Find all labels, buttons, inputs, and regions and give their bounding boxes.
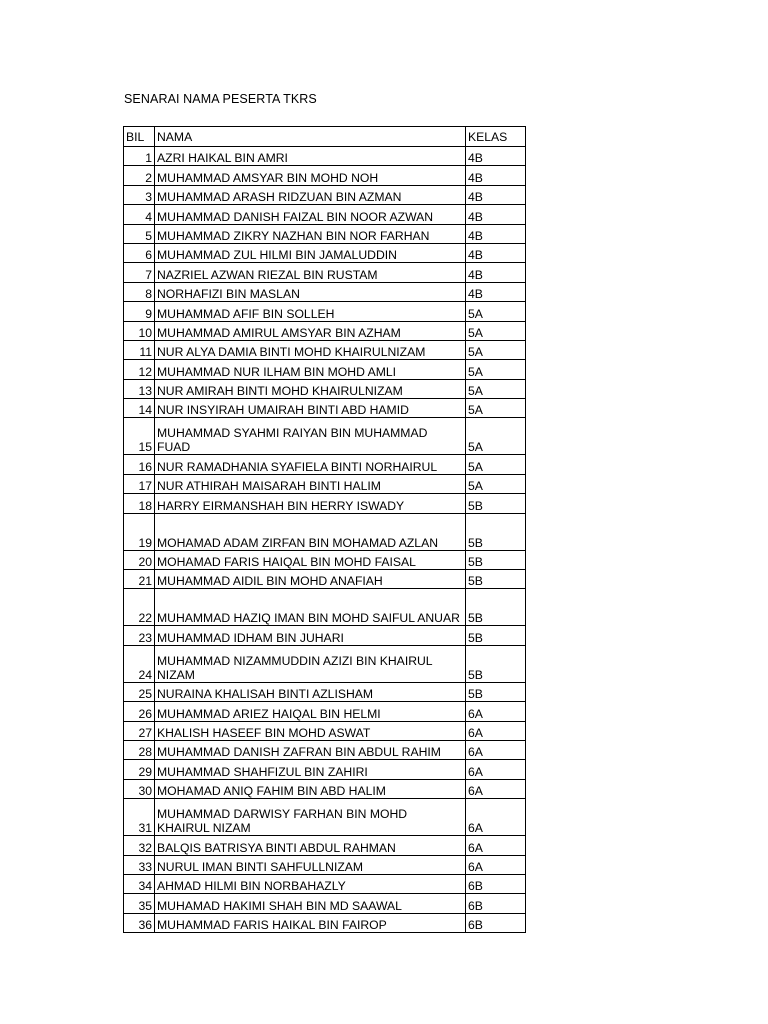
table-row: [124, 874, 526, 893]
cell-nama: MOHAMAD ANIQ FAHIM BIN ABD HALIM: [155, 779, 466, 798]
cell-bil: 23: [124, 626, 155, 645]
participant-table: [123, 126, 526, 933]
cell-kelas: 6B: [466, 913, 526, 932]
cell-bil: 35: [124, 894, 155, 913]
cell-nama: MUHAMMAD ARASH RIDZUAN BIN AZMAN: [155, 185, 466, 204]
cell-bil: 6: [124, 243, 155, 262]
table-row: [124, 379, 526, 398]
table-row: [124, 702, 526, 721]
table-row: [124, 740, 526, 759]
cell-bil: 5: [124, 224, 155, 243]
table-row: [124, 185, 526, 204]
cell-kelas: 5A: [466, 321, 526, 340]
cell-bil: 17: [124, 474, 155, 493]
cell-nama: NUR RAMADHANIA SYAFIELA BINTI NORHAIRUL: [155, 455, 466, 474]
cell-kelas: 5B: [466, 682, 526, 701]
cell-kelas: 6B: [466, 874, 526, 893]
cell-bil: 34: [124, 874, 155, 893]
table-row: [124, 243, 526, 262]
cell-kelas: 5B: [466, 513, 526, 550]
cell-kelas: 5A: [466, 302, 526, 321]
cell-bil: 13: [124, 379, 155, 398]
table-row: [124, 282, 526, 301]
table-row: [124, 645, 526, 682]
cell-bil: 7: [124, 263, 155, 282]
cell-kelas: 6A: [466, 855, 526, 874]
table-row: [124, 224, 526, 243]
document-title: SENARAI NAMA PESERTA TKRS: [124, 92, 317, 106]
cell-kelas: 5B: [466, 589, 526, 626]
cell-kelas: 5A: [466, 474, 526, 493]
cell-nama: MUHAMMAD DANISH ZAFRAN BIN ABDUL RAHIM: [155, 740, 466, 759]
table-row: [124, 589, 526, 626]
table-row: [124, 455, 526, 474]
cell-nama: MUHAMMAD NUR ILHAM BIN MOHD AMLI: [155, 360, 466, 379]
cell-nama: MUHAMMAD AFIF BIN SOLLEH: [155, 302, 466, 321]
cell-bil: 8: [124, 282, 155, 301]
table-row: [124, 494, 526, 513]
cell-kelas: 5A: [466, 399, 526, 418]
cell-kelas: 6A: [466, 779, 526, 798]
cell-kelas: 4B: [466, 205, 526, 224]
cell-bil: 1: [124, 147, 155, 166]
cell-kelas: 5A: [466, 360, 526, 379]
cell-kelas: 5A: [466, 455, 526, 474]
cell-kelas: 5A: [466, 379, 526, 398]
cell-kelas: 4B: [466, 147, 526, 166]
table-row: [124, 147, 526, 166]
table-row: [124, 894, 526, 913]
cell-nama: AZRI HAIKAL BIN AMRI: [155, 147, 466, 166]
cell-bil: 32: [124, 836, 155, 855]
cell-nama: MUHAMMAD DARWISY FARHAN BIN MOHD KHAIRUL NIZAM: [155, 799, 466, 836]
table-row: [124, 913, 526, 932]
cell-kelas: 4B: [466, 263, 526, 282]
cell-nama: NUR ATHIRAH MAISARAH BINTI HALIM: [155, 474, 466, 493]
cell-kelas: 4B: [466, 185, 526, 204]
cell-kelas: 4B: [466, 282, 526, 301]
cell-kelas: 4B: [466, 224, 526, 243]
cell-nama: NURAINA KHALISAH BINTI AZLISHAM: [155, 682, 466, 701]
cell-bil: 27: [124, 721, 155, 740]
cell-nama: KHALISH HASEEF BIN MOHD ASWAT: [155, 721, 466, 740]
cell-bil: 18: [124, 494, 155, 513]
cell-bil: 30: [124, 779, 155, 798]
cell-kelas: 4B: [466, 243, 526, 262]
cell-nama: NAZRIEL AZWAN RIEZAL BIN RUSTAM: [155, 263, 466, 282]
cell-nama: NUR ALYA DAMIA BINTI MOHD KHAIRULNIZAM: [155, 340, 466, 359]
table-row: [124, 513, 526, 550]
cell-kelas: 6A: [466, 836, 526, 855]
cell-kelas: 4B: [466, 166, 526, 185]
cell-nama: MUHAMMAD FARIS HAIKAL BIN FAIROP: [155, 913, 466, 932]
table-row: [124, 721, 526, 740]
cell-kelas: 6A: [466, 740, 526, 759]
cell-nama: MUHAMMAD IDHAM BIN JUHARI: [155, 626, 466, 645]
header-bil: BIL: [124, 127, 155, 147]
header-nama: NAMA: [155, 127, 466, 147]
cell-nama: MUHAMMAD AIDIL BIN MOHD ANAFIAH: [155, 570, 466, 589]
cell-nama: NUR AMIRAH BINTI MOHD KHAIRULNIZAM: [155, 379, 466, 398]
cell-kelas: 5A: [466, 340, 526, 359]
cell-bil: 28: [124, 740, 155, 759]
cell-nama: MOHAMAD ADAM ZIRFAN BIN MOHAMAD AZLAN: [155, 513, 466, 550]
cell-nama: MUHAMMAD HAZIQ IMAN BIN MOHD SAIFUL ANUAR: [155, 589, 466, 626]
cell-bil: 36: [124, 913, 155, 932]
table-row: [124, 836, 526, 855]
cell-bil: 4: [124, 205, 155, 224]
cell-bil: 25: [124, 682, 155, 701]
cell-bil: 11: [124, 340, 155, 359]
cell-bil: 21: [124, 570, 155, 589]
cell-nama: HARRY EIRMANSHAH BIN HERRY ISWADY: [155, 494, 466, 513]
cell-kelas: 6A: [466, 799, 526, 836]
cell-nama: MUHAMMAD SYAHMI RAIYAN BIN MUHAMMAD FUAD: [155, 418, 466, 455]
cell-kelas: 6B: [466, 894, 526, 913]
cell-nama: MUHAMMAD AMIRUL AMSYAR BIN AZHAM: [155, 321, 466, 340]
cell-bil: 24: [124, 645, 155, 682]
cell-kelas: 6A: [466, 721, 526, 740]
table-row: [124, 399, 526, 418]
cell-bil: 22: [124, 589, 155, 626]
cell-kelas: 5B: [466, 570, 526, 589]
cell-nama: NURUL IMAN BINTI SAHFULLNIZAM: [155, 855, 466, 874]
cell-nama: MOHAMAD FARIS HAIQAL BIN MOHD FAISAL: [155, 550, 466, 569]
cell-kelas: 6A: [466, 760, 526, 779]
table-row: [124, 205, 526, 224]
table-row: [124, 474, 526, 493]
cell-bil: 3: [124, 185, 155, 204]
cell-bil: 16: [124, 455, 155, 474]
cell-kelas: 5B: [466, 494, 526, 513]
cell-bil: 19: [124, 513, 155, 550]
cell-nama: NORHAFIZI BIN MASLAN: [155, 282, 466, 301]
cell-kelas: 5B: [466, 645, 526, 682]
table-row: [124, 340, 526, 359]
cell-nama: MUHAMMAD ZUL HILMI BIN JAMALUDDIN: [155, 243, 466, 262]
table-row: [124, 855, 526, 874]
cell-bil: 9: [124, 302, 155, 321]
cell-bil: 2: [124, 166, 155, 185]
cell-nama: MUHAMMAD ZIKRY NAZHAN BIN NOR FARHAN: [155, 224, 466, 243]
cell-kelas: 5B: [466, 550, 526, 569]
cell-nama: MUHAMMAD DANISH FAIZAL BIN NOOR AZWAN: [155, 205, 466, 224]
cell-kelas: 5A: [466, 418, 526, 455]
cell-bil: 20: [124, 550, 155, 569]
cell-bil: 31: [124, 799, 155, 836]
cell-nama: MUHAMAD HAKIMI SHAH BIN MD SAAWAL: [155, 894, 466, 913]
cell-bil: 15: [124, 418, 155, 455]
table-row: [124, 570, 526, 589]
table-row: [124, 626, 526, 645]
table-row: [124, 760, 526, 779]
table-row: [124, 799, 526, 836]
cell-nama: MUHAMMAD NIZAMMUDDIN AZIZI BIN KHAIRUL NIZAM: [155, 645, 466, 682]
cell-bil: 10: [124, 321, 155, 340]
header-kelas: KELAS: [466, 127, 526, 147]
table-row: [124, 321, 526, 340]
table-row: [124, 550, 526, 569]
table-row: [124, 263, 526, 282]
table-header-row: [124, 127, 526, 147]
cell-kelas: 6A: [466, 702, 526, 721]
cell-bil: 29: [124, 760, 155, 779]
table-row: [124, 682, 526, 701]
cell-bil: 12: [124, 360, 155, 379]
cell-bil: 26: [124, 702, 155, 721]
table-row: [124, 360, 526, 379]
cell-kelas: 5B: [466, 626, 526, 645]
cell-nama: MUHAMMAD SHAHFIZUL BIN ZAHIRI: [155, 760, 466, 779]
table-row: [124, 779, 526, 798]
table-row: [124, 166, 526, 185]
cell-bil: 33: [124, 855, 155, 874]
cell-nama: AHMAD HILMI BIN NORBAHAZLY: [155, 874, 466, 893]
cell-nama: NUR INSYIRAH UMAIRAH BINTI ABD HAMID: [155, 399, 466, 418]
cell-bil: 14: [124, 399, 155, 418]
cell-nama: BALQIS BATRISYA BINTI ABDUL RAHMAN: [155, 836, 466, 855]
cell-nama: MUHAMMAD ARIEZ HAIQAL BIN HELMI: [155, 702, 466, 721]
table-row: [124, 418, 526, 455]
cell-nama: MUHAMMAD AMSYAR BIN MOHD NOH: [155, 166, 466, 185]
table-row: [124, 302, 526, 321]
